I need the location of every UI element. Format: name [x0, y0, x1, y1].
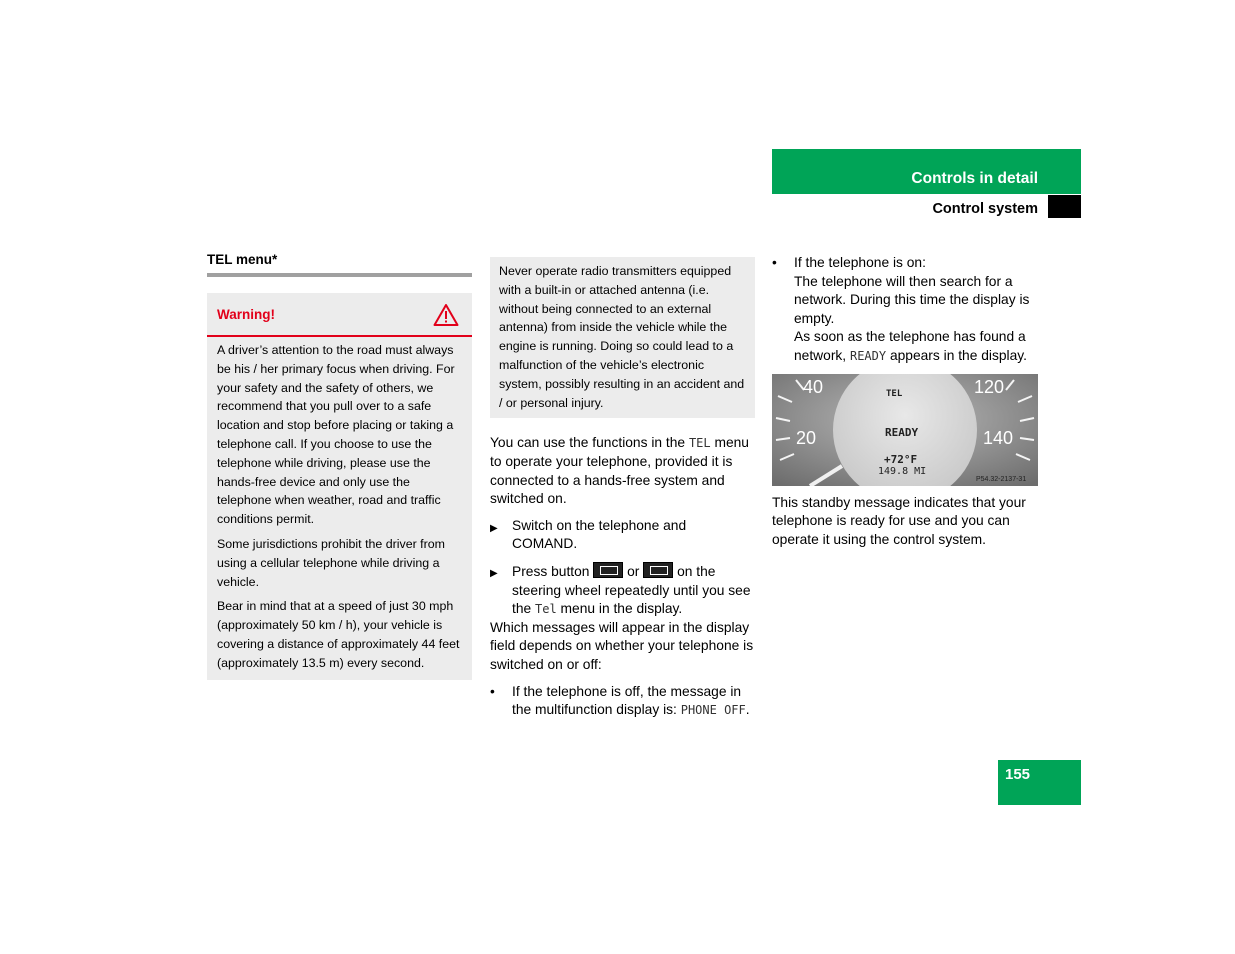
header-section-title: Controls in detail	[911, 170, 1038, 187]
which-paragraph: Which messages will appear in the display field depends on whether your telephone is switched on or off:	[490, 619, 754, 672]
bullet-phone-off: • If the telephone is off, the message in the multifunction display is: PHONE OFF.	[490, 683, 750, 718]
middle-column	[490, 257, 755, 720]
warning-paragraph: Bear in mind that at a speed of just 30 mph (approximately 50 km / h), your vehicle is covering a distance of approximately 44 feet (approximately 13.5 m) every second.	[217, 599, 460, 670]
warning-body	[207, 337, 472, 680]
speed-20-label: 20	[796, 427, 817, 448]
middle-body	[490, 434, 755, 719]
step-switch-on: ▶ Switch on the telephone and COMAND.	[490, 517, 687, 552]
display-tel-text: TEL	[886, 388, 903, 399]
radio-note-box: Never operate radio transmitters equipped with a built-in or attached antenna (i.e. without being connected to an external antenna) from inside the vehicle while the engine is running. Doing so could lead to a malfunction of the vehicle’s electronic system, possibly resulting in an accident and / or personal injury.	[490, 257, 755, 418]
steering-prev-display-button-icon	[643, 562, 673, 578]
arrow-bullet-icon: ▶	[490, 567, 498, 579]
page-number-box	[998, 760, 1081, 805]
header-section-bar	[772, 149, 1081, 194]
header-subsection-bar	[772, 195, 1048, 218]
warning-triangle-icon	[433, 303, 459, 327]
image-reference-number: P54.32-2137-31	[976, 475, 1027, 483]
left-column	[207, 252, 472, 680]
warning-box	[207, 293, 472, 680]
header-black-tab	[1048, 195, 1081, 218]
found-paragraph: As soon as the telephone has found a network, READY appears in the display.	[794, 329, 1027, 363]
instrument-cluster-display	[772, 374, 1038, 486]
warning-header	[207, 293, 472, 337]
speed-40-label: 40	[803, 376, 824, 397]
arrow-bullet-icon: ▶	[490, 522, 498, 534]
steering-next-display-button-icon	[593, 562, 623, 578]
search-paragraph: The telephone will then search for a network. During this time the display is empty.	[794, 273, 1030, 326]
warning-paragraph: Some jurisdictions prohibit the driver from using a cellular telephone while driving a vehicle.	[217, 536, 445, 589]
section-title: TEL menu*	[207, 252, 472, 277]
display-temperature-text: +72°F	[884, 452, 918, 466]
warning-paragraph: A driver’s attention to the road must always be his / her primary focus when driving. For your safety and the safety of others, we recommend that you pull over to a safe location and stop before placing or taking a telephone call. If you choose to use the telephone while driving, please use the hands-free device and only use the telephone when weather, road and traffic conditions permit.	[217, 343, 455, 527]
right-column	[772, 254, 1040, 549]
page-number: 155	[1005, 766, 1031, 783]
warning-label: Warning!	[217, 307, 275, 322]
display-ready-text: READY	[885, 425, 919, 439]
display-odometer-text: 149.8 MI	[878, 465, 927, 477]
intro-paragraph: You can use the functions in the TEL menu to operate your telephone, provided it is connected to a hands-free system and switched on.	[490, 435, 749, 507]
bullet-dot: •	[772, 255, 777, 270]
right-body	[772, 254, 1040, 366]
display-caption: This standby message indicates that your telephone is ready for use and you can operate it using the control system.	[772, 494, 1026, 547]
speed-120-label: 120	[974, 376, 1005, 397]
bullet-phone-on: • If the telephone is on:	[772, 254, 1040, 273]
bullet-dot: •	[490, 683, 495, 699]
speed-140-label: 140	[983, 427, 1014, 448]
header-subsection-title: Control system	[932, 201, 1038, 217]
step-press-button: ▶ Press button or on the steering wheel repeatedly until you see the Tel menu in the display.	[490, 563, 751, 617]
